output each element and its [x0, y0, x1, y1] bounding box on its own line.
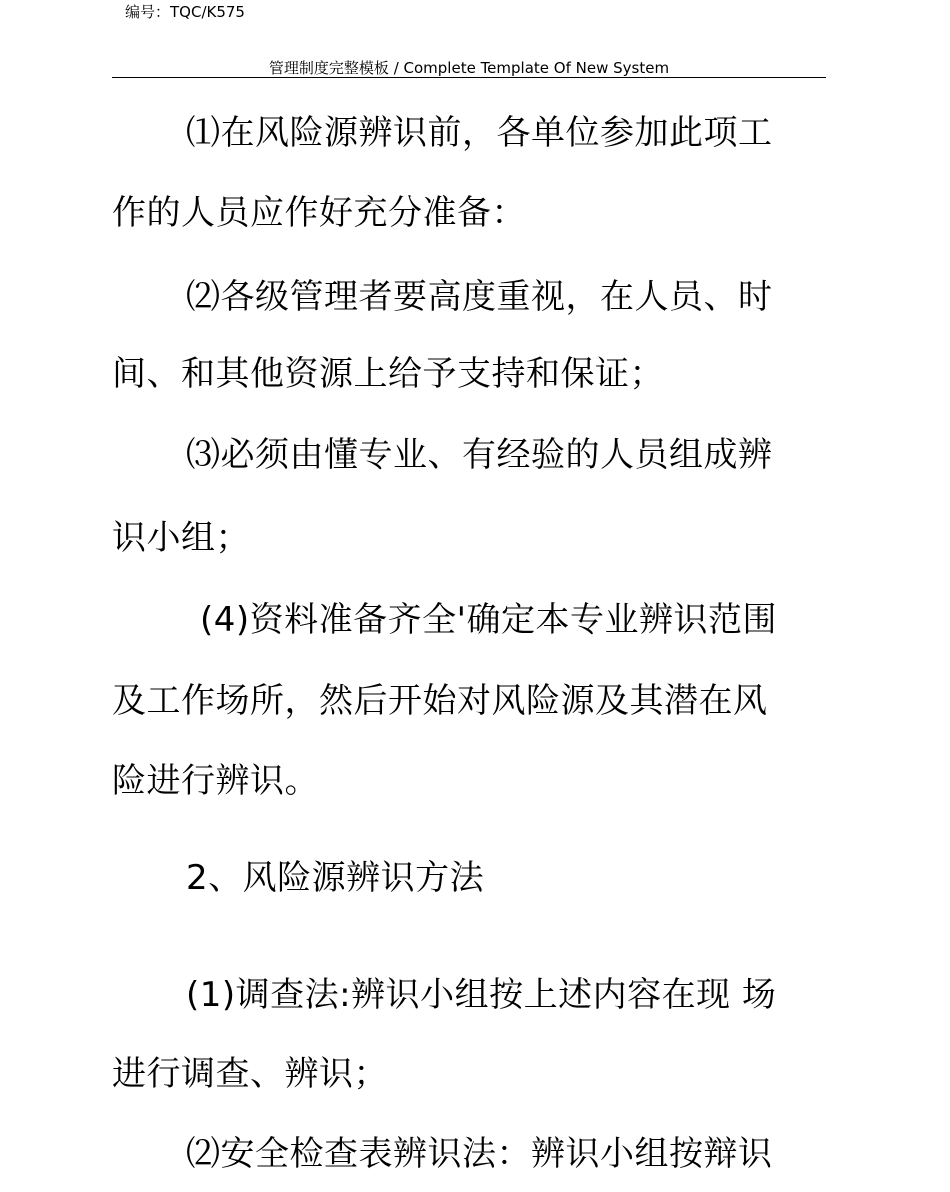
- body-line-11: (1)调查法:辨识小组按上述内容在现 场: [186, 975, 777, 1015]
- body-line-2: 作的人员应作好充分准备：: [112, 193, 526, 233]
- body-line-9: 险进行辨识。: [112, 761, 319, 801]
- body-line-5: ⑶必须由懂专业、有经验的人员组成辨: [186, 435, 773, 475]
- body-line-3: ⑵各级管理者要高度重视，在人员、时: [186, 277, 773, 317]
- document-number: 编号：TQC/K575: [125, 3, 245, 21]
- header-title: 管理制度完整模板 / Complete Template Of New System: [268, 59, 670, 77]
- body-line-7: (4)资料准备齐全'确定本专业辨识范围: [200, 600, 778, 640]
- body-line-6: 识小组；: [112, 518, 250, 558]
- body-line-1: ⑴在风险源辨识前，各单位参加此项工: [186, 113, 773, 153]
- header-rule: [112, 77, 826, 78]
- section-heading: 2、风险源辨识方法: [186, 858, 485, 898]
- body-line-4: 间、和其他资源上给予支持和保证；: [112, 354, 664, 394]
- body-line-13: ⑵安全检查表辨识法：辨识小组按辩识: [186, 1134, 773, 1174]
- body-line-12: 进行调查、辨识；: [112, 1054, 388, 1094]
- body-line-8: 及工作场所，然后开始对风险源及其潜在风: [112, 681, 768, 721]
